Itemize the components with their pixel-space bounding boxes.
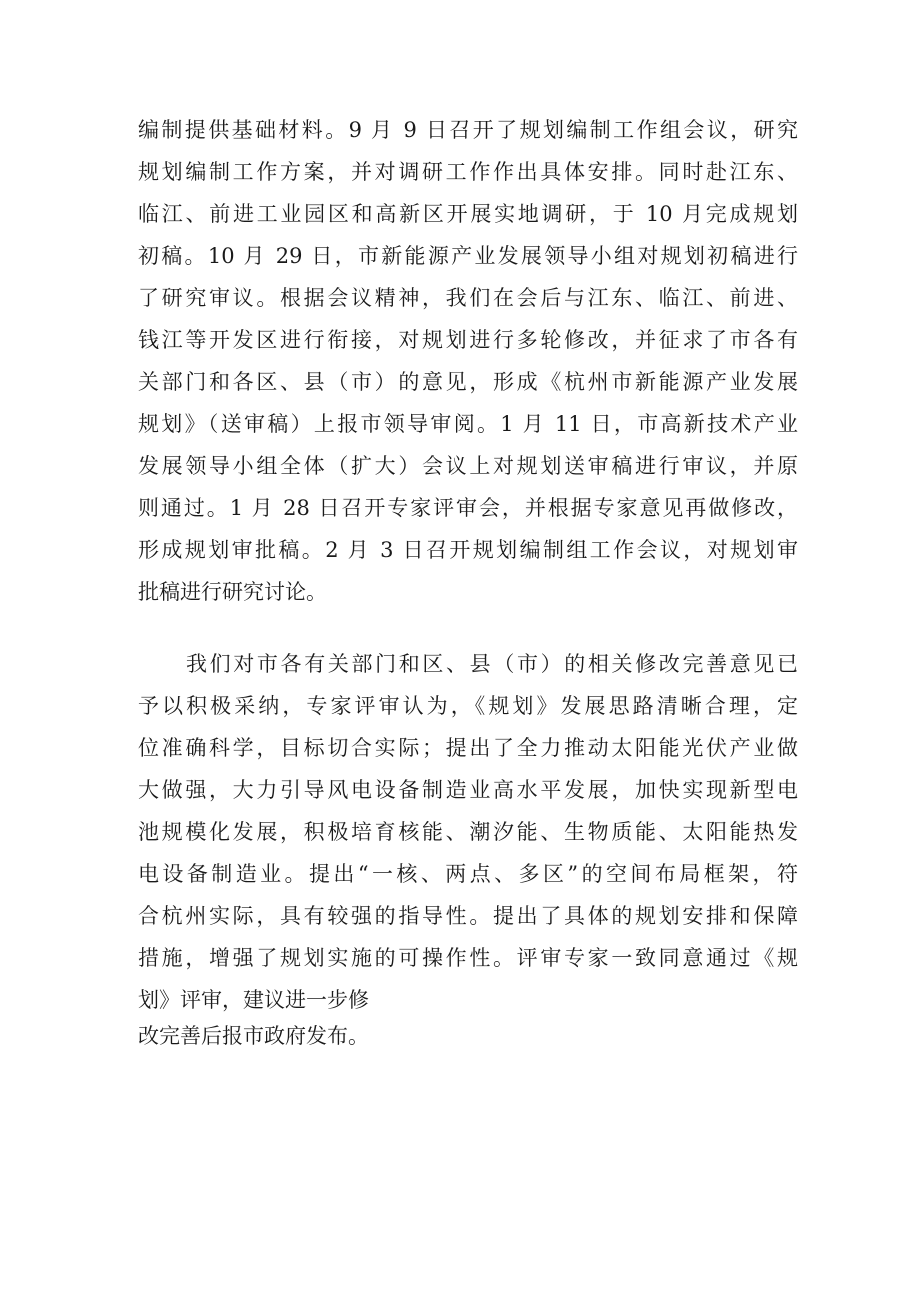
paragraph-2-line-7: 合杭州实际，具有较强的指导性。提出了具体的规划安排和保障 xyxy=(138,904,798,928)
paragraph-1-line-9: 发展领导小组全体（扩大）会议上对规划送审稿进行审议，并原 xyxy=(138,454,798,478)
paragraph-1-line-4: 初稿。10 月 29 日，市新能源产业发展领导小组对规划初稿进行 xyxy=(138,244,798,268)
paragraph-1-line-1: 编制提供基础材料。9 月 9 日召开了规划编制工作组会议，研究 xyxy=(138,118,798,142)
paragraph-1-line-11: 形成规划审批稿。2 月 3 日召开规划编制组工作会议，对规划审 xyxy=(138,538,798,562)
paragraph-2-line-2: 予以积极采纳，专家评审认为，《规划》发展思路清晰合理，定 xyxy=(138,694,798,718)
paragraph-1-line-7: 关部门和各区、县（市）的意见，形成《杭州市新能源产业发展 xyxy=(138,370,798,394)
paragraph-1-line-2: 规划编制工作方案，并对调研工作作出具体安排。同时赴江东、 xyxy=(138,160,798,184)
paragraph-2-line-10: 改完善后报市政府发布。 xyxy=(138,1024,369,1048)
paragraph-1-line-6: 钱江等开发区进行衔接，对规划进行多轮修改，并征求了市各有 xyxy=(138,328,798,352)
paragraph-1-line-10: 则通过。1 月 28 日召开专家评审会，并根据专家意见再做修改， xyxy=(138,496,798,520)
paragraph-2-line-6: 电设备制造业。提出“一核、两点、多区”的空间布局框架，符 xyxy=(138,862,798,886)
paragraph-2-line-1: 我们对市各有关部门和区、县（市）的相关修改完善意见已 xyxy=(186,652,798,676)
paragraph-2-line-4: 大做强，大力引导风电设备制造业高水平发展，加快实现新型电 xyxy=(138,778,798,802)
paragraph-1-line-5: 了研究审议。根据会议精神，我们在会后与江东、临江、前进、 xyxy=(138,286,798,310)
paragraph-1-line-8: 规划》（送审稿）上报市领导审阅。1 月 11 日，市高新技术产业 xyxy=(138,412,798,436)
paragraph-2-line-5: 池规模化发展，积极培育核能、潮汐能、生物质能、太阳能热发 xyxy=(138,820,798,844)
paragraph-1-line-12: 批稿进行研究讨论。 xyxy=(138,580,327,604)
paragraph-1-line-3: 临江、前进工业园区和高新区开展实地调研，于 10 月完成规划 xyxy=(138,202,798,226)
paragraph-2-line-9: 划》评审，建议进一步修 xyxy=(138,988,369,1012)
paragraph-2-line-8: 措施，增强了规划实施的可操作性。评审专家一致同意通过《规 xyxy=(138,946,798,970)
paragraph-2-line-3: 位准确科学，目标切合实际；提出了全力推动太阳能光伏产业做 xyxy=(138,736,798,760)
